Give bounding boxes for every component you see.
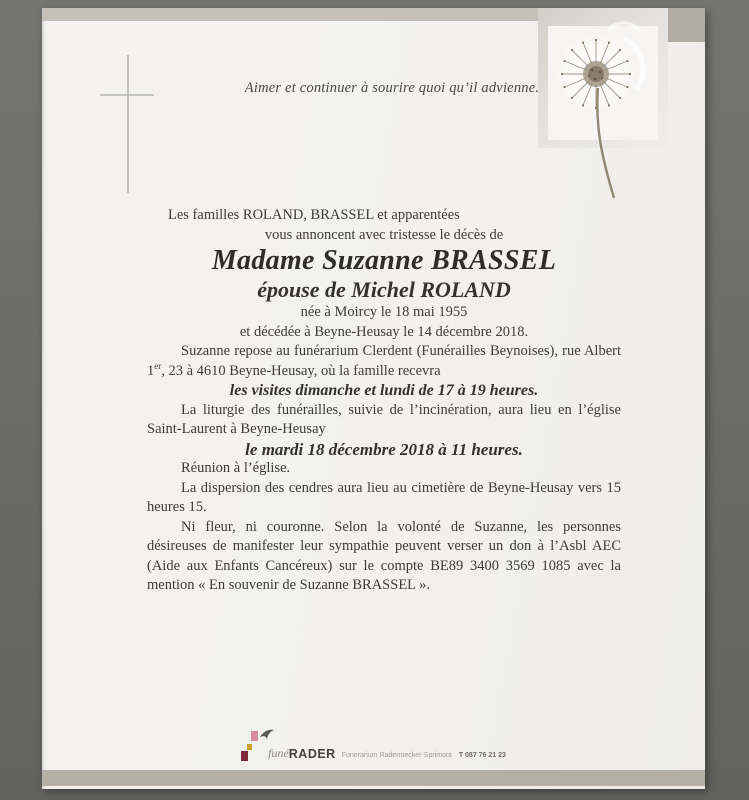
brand-prefix: funé: [268, 746, 289, 760]
logo-pink-block: [251, 731, 258, 741]
bird-icon: [259, 728, 275, 740]
announcement-body: [147, 206, 621, 596]
death-line: et décédée à Beyne-Heusay le 14 décembre 2018.: [239, 323, 529, 340]
repose-paragraph: [147, 342, 621, 381]
families-line: Les familles ROLAND, BRASSEL et apparentées: [168, 207, 460, 223]
decorative-corner-block: [668, 8, 705, 42]
dandelion-panel: [538, 8, 668, 148]
logo-red-block: [241, 751, 248, 761]
dandelion-image: [538, 8, 668, 208]
brand-subtitle: Funerarium Radermecker-Sprimont: [341, 752, 452, 759]
reunion-line: Réunion à l’église.: [181, 460, 291, 476]
donation-paragraph: Ni fleur, ni couronne. Selon la volonté de Suzanne, les personnes désireuses de manifester leur sympathie peuvent verser un don à l’Asbl AEC (Aide aux Enfants Cancéreux) sur le compte BE89 3400 3569 1085 avec la mention « En souvenir de Suzanne BRASSEL ».: [147, 518, 621, 593]
dispersion-paragraph: La dispersion des cendres aura lieu au cimetière de Beyne-Heusay vers 15 heures 15.: [147, 479, 621, 515]
liturgy-paragraph: La liturgie des funérailles, suivie de l’incinération, aura lieu en l’église Saint-Laurent à Beyne-Heusay: [147, 401, 621, 437]
visits-line: les visites dimanche et lundi de 17 à 19 heures.: [229, 382, 539, 399]
funeral-home-logo: [42, 731, 705, 761]
brand-phone: T 087 76 21 23: [458, 752, 506, 759]
repose-text-1: Suzanne repose au funérarium Clerdent (Funérailles Beynoises), rue Albert 1: [147, 343, 621, 379]
repose-text-2: , 23 à 4610 Beyne-Heusay, où la famille recevra: [161, 362, 441, 379]
deceased-name: Madame Suzanne BRASSEL: [211, 245, 557, 276]
brand-name: RADER: [288, 747, 336, 761]
ordinal-superscript: er: [154, 360, 162, 371]
announce-line: vous annoncent avec tristesse le décès de: [264, 226, 504, 243]
decorative-bottom-strip: [42, 770, 705, 786]
logo-gold-block: [247, 744, 252, 750]
logo-mark: [241, 731, 265, 761]
birth-line: née à Moircy le 18 mai 1955: [300, 304, 468, 320]
cross-icon: [92, 48, 162, 198]
ceremony-date-line: le mardi 18 décembre 2018 à 11 heures.: [245, 439, 523, 459]
announcement-card: [42, 8, 705, 789]
spouse-line: épouse de Michel ROLAND: [257, 277, 511, 302]
memorial-quote: Aimer et continuer à sourire quoi qu’il advienne.: [244, 80, 540, 96]
